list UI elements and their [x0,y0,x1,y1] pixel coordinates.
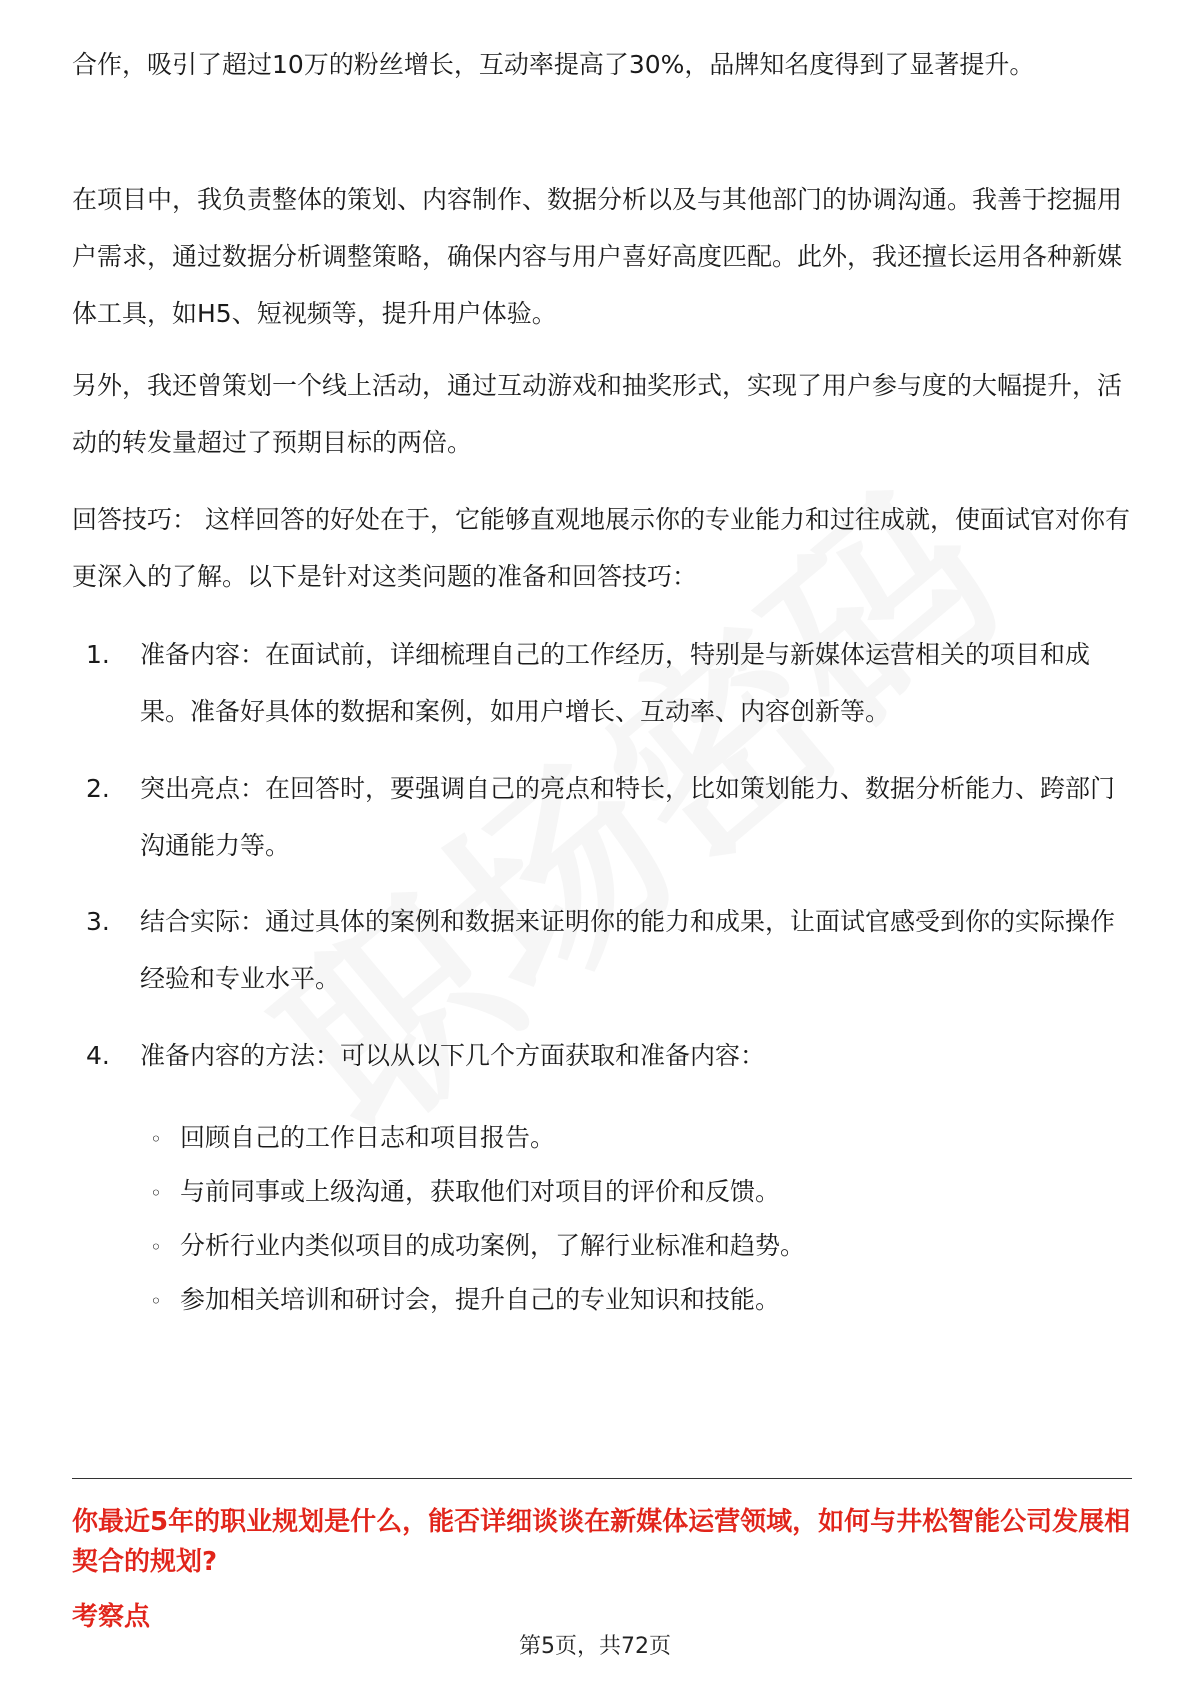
bullet-text: 参加相关培训和研讨会，提升自己的专业知识和技能。 [180,1285,781,1314]
paragraph-2: 在项目中，我负责整体的策划、内容制作、数据分析以及与其他部门的协调沟通。我善于挖掘用户需求，通过数据分析调整策略，确保内容与用户喜好高度匹配。此外，我还擅长运用各种新媒体工具，如H5、短视频等，提升用户体验。 [72,185,1123,328]
bullet-text: 与前同事或上级沟通，获取他们对项目的评价和反馈。 [180,1177,781,1206]
numbered-item-2 [86,760,1126,874]
numbered-item-1 [86,626,1126,740]
bullet-dot-icon: ◦ [150,1127,162,1151]
item-text: 结合实际：通过具体的案例和数据来证明你的能力和成果，让面试官感受到你的实际操作经验和专业水平。 [140,907,1116,993]
item-number: 4. [86,1041,110,1070]
item-text: 准备内容的方法：可以从以下几个方面获取和准备内容： [140,1041,766,1070]
paragraph-tips: 回答技巧： 这样回答的好处在于，它能够直观地展示你的专业能力和过往成就，使面试官对你有更深入的了解。以下是针对这类问题的准备和回答技巧： [72,505,1130,591]
numbered-item-4 [86,1027,1126,1084]
bullet-dot-icon: ◦ [150,1289,162,1313]
bullet-dot-icon: ◦ [150,1181,162,1205]
numbered-item-3 [86,893,1126,1007]
question-heading: 你最近5年的职业规划是什么，能否详细谈谈在新媒体运营领域，如何与井松智能公司发展相契合的规划? [72,1507,1131,1577]
item-number: 1. [86,640,110,669]
bullet-text: 分析行业内类似项目的成功案例，了解行业标准和趋势。 [180,1231,806,1260]
item-text: 突出亮点：在回答时，要强调自己的亮点和特长，比如策划能力、数据分析能力、跨部门沟通能力等。 [140,774,1116,860]
bullet-dot-icon: ◦ [150,1235,162,1259]
item-number: 2. [86,774,110,803]
paragraph-3: 另外，我还曾策划一个线上活动，通过互动游戏和抽奖形式，实现了用户参与度的大幅提升，活动的转发量超过了预期目标的两倍。 [72,371,1123,457]
section-divider [72,1478,1132,1479]
bullet-item-4 [150,1271,780,1330]
bullet-item-3 [150,1217,805,1276]
bullet-item-2 [150,1163,780,1222]
exam-point-heading: 考察点 [72,1602,151,1632]
item-number: 3. [86,907,110,936]
bullet-text: 回顾自己的工作日志和项目报告。 [180,1123,556,1152]
bullet-item-1 [150,1109,555,1168]
item-text: 准备内容：在面试前，详细梳理自己的工作经历，特别是与新媒体运营相关的项目和成果。准备好具体的数据和案例，如用户增长、互动率、内容创新等。 [140,640,1091,726]
page-footer: 第5页，共72页 [519,1634,671,1659]
paragraph-1: 合作，吸引了超过10万的粉丝增长，互动率提高了30%，品牌知名度得到了显著提升。 [72,50,1035,79]
